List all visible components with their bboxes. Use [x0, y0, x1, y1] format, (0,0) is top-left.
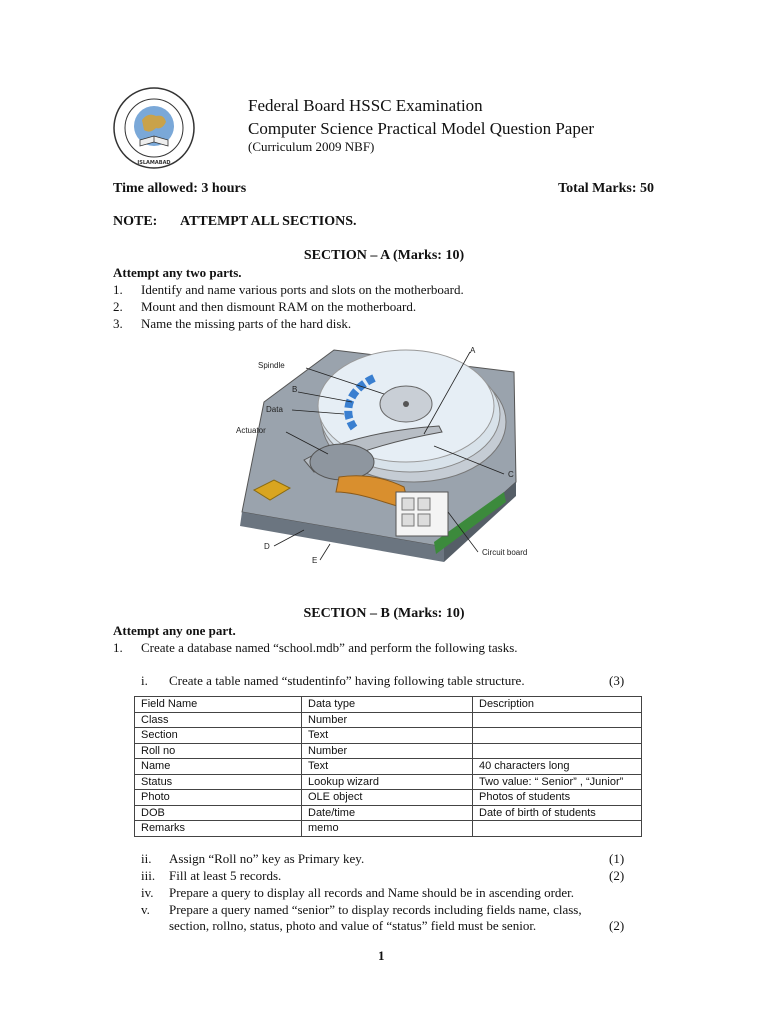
label-circuit-board: Circuit board	[482, 548, 528, 557]
label-e: E	[312, 556, 318, 565]
federal-board-logo	[112, 86, 196, 170]
note-text: ATTEMPT ALL SECTIONS.	[180, 214, 357, 229]
section-a-heading: SECTION – A (Marks: 10)	[303, 248, 465, 263]
sub-item-number: i.	[141, 673, 148, 688]
item-text: Name the missing parts of the hard disk.	[141, 316, 352, 331]
table-row	[135, 712, 642, 728]
table-cell: Remarks	[135, 821, 302, 837]
paper-subtitle: Computer Science Practical Model Question Paper	[248, 119, 595, 138]
studentinfo-table	[134, 696, 642, 837]
table-row	[135, 759, 642, 775]
total-marks: Total Marks: 50	[558, 181, 654, 196]
table-cell: Number	[302, 712, 473, 728]
table-cell: Status	[135, 774, 302, 790]
hard-disk-figure	[234, 342, 544, 568]
label-d: D	[264, 542, 270, 551]
table-row	[135, 805, 642, 821]
item-number: 1.	[113, 282, 123, 297]
label-data: Data	[266, 405, 283, 414]
table-cell	[473, 821, 642, 837]
label-c: C	[508, 470, 514, 479]
sub-item-number: v.	[141, 902, 150, 917]
table-cell: OLE object	[302, 790, 473, 806]
section-b-heading: SECTION – B (Marks: 10)	[303, 606, 465, 621]
table-cell: Lookup wizard	[302, 774, 473, 790]
label-spindle: Spindle	[258, 361, 285, 370]
table-cell: Class	[135, 712, 302, 728]
item-text: Create a database named “school.mdb” and perform the following tasks.	[141, 640, 518, 655]
table-cell: Date/time	[302, 805, 473, 821]
sub-item-text: section, rollno, status, photo and value of “status” field must be senior.	[169, 918, 537, 933]
item-text: Identify and name various ports and slots on the motherboard.	[141, 282, 464, 297]
table-cell: Two value: “ Senior” , “Junior”	[473, 774, 642, 790]
note-label: NOTE:	[113, 214, 158, 229]
table-cell: Roll no	[135, 743, 302, 759]
sub-item-marks: (2)	[609, 868, 625, 883]
exam-title: Federal Board HSSC Examination	[248, 96, 483, 115]
item-text: Mount and then dismount RAM on the motherboard.	[141, 299, 417, 314]
svg-text:ISLAMABAD: ISLAMABAD	[137, 160, 171, 166]
time-allowed: Time allowed: 3 hours	[113, 181, 247, 196]
table-cell: 40 characters long	[473, 759, 642, 775]
table-cell: Photos of students	[473, 790, 642, 806]
table-cell: Text	[302, 759, 473, 775]
table-cell: memo	[302, 821, 473, 837]
hard-disk-illustration	[234, 342, 544, 568]
table-header-cell: Data type	[302, 697, 473, 713]
table-cell	[473, 728, 642, 744]
sub-item-number: ii.	[141, 851, 152, 866]
section-b-instruction: Attempt any one part.	[113, 623, 236, 638]
table-cell	[473, 712, 642, 728]
table-cell: DOB	[135, 805, 302, 821]
label-a: A	[470, 346, 476, 355]
table-header-row	[135, 697, 642, 713]
sub-item-text: Prepare a query named “senior” to display records including fields name, class,	[169, 902, 582, 917]
table-cell: Date of birth of students	[473, 805, 642, 821]
table-row	[135, 728, 642, 744]
label-b: B	[292, 385, 298, 394]
section-a-instruction: Attempt any two parts.	[113, 265, 242, 280]
table-cell: Number	[302, 743, 473, 759]
curriculum-text: (Curriculum 2009 NBF)	[248, 139, 375, 154]
sub-item-number: iii.	[141, 868, 156, 883]
page-number: 1	[378, 948, 385, 963]
table-row	[135, 821, 642, 837]
sub-item-marks: (3)	[609, 673, 625, 688]
table-cell: Text	[302, 728, 473, 744]
table-header-cell: Field Name	[135, 697, 302, 713]
table-row	[135, 774, 642, 790]
table-header-cell: Description	[473, 697, 642, 713]
table-row	[135, 743, 642, 759]
item-number: 1.	[113, 640, 123, 655]
sub-item-marks: (2)	[609, 918, 625, 933]
table-cell	[473, 743, 642, 759]
label-actuator: Actuator	[236, 426, 266, 435]
table-row	[135, 790, 642, 806]
sub-item-marks: (1)	[609, 851, 625, 866]
item-number: 3.	[113, 316, 123, 331]
table-cell: Photo	[135, 790, 302, 806]
table-cell: Section	[135, 728, 302, 744]
table-cell: Name	[135, 759, 302, 775]
sub-item-number: iv.	[141, 885, 154, 900]
sub-item-text: Assign “Roll no” key as Primary key.	[169, 851, 365, 866]
sub-item-text: Create a table named “studentinfo” having following table structure.	[169, 673, 525, 688]
item-number: 2.	[113, 299, 123, 314]
sub-item-text: Fill at least 5 records.	[169, 868, 282, 883]
sub-item-text: Prepare a query to display all records and Name should be in ascending order.	[169, 885, 575, 900]
